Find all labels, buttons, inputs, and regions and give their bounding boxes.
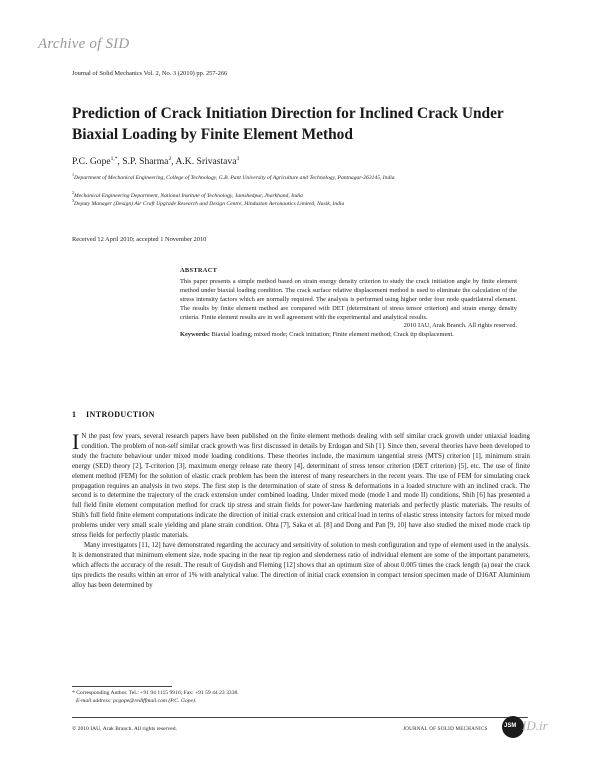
intro-paragraph-1-text: N the past few years, several research papers have been published on the finite element methods dealing with self similar crack growth under uniaxial loading condition. The problem of non-self similar crack growth was first discussed in details by Erdogan and Sih [1]. Since then, several theories have been developed to study the fracture behaviour under mixed mode loading conditions. These theories include, the maximum tangential stress (MTS) criterion [1], minimum strain energy (SED) theory [2], T-criterion [3], maximum energy release rate theory [4], determinant of stress tensor criterion (DET criterion) [5], etc. The use of finite element method (FEM) for the solution of elastic crack problem has been the interest of many researchers in the recent years. The use of FEM for simulating crack propagation requires an analysis in two steps. The first step is the determination of state of stress & deformations in a loaded structure with an inclined crack. The second is to determine the trajectory of the crack extension under combined loading. Under mixed mode (mode I and mode II) conditions, Shih [6] has presented a full field finite element computation method for crack tip stress and strain fields for power-law hardening materials and perfectly plastic materials. The results of Shih's full field finite element computations indicate the direction of initial crack extension and critical load in terms of elastic stress intensity factors for mixed mode problems under very small scale yielding and plane strain condition. Ohta [7], Saka et al. [8] and Dong and Pan [9, 10] have also studied the mixed mode crack tip stress fields for perfectly plastic materials.: [72, 433, 530, 540]
affiliation-text: Department of Mechanical Engineering, College of Technology, G.B. Pant University of Agriculture and Technology, Pantnagar-263145, India: [74, 174, 395, 181]
keywords: [180, 331, 517, 340]
author-mark: 2: [168, 156, 172, 162]
affiliation-text: Deputy Manager (Design) Air Craft Upgrade Research and Design Centre, Hindustan Aeronautics Limited, Nasik, India: [74, 200, 345, 207]
author-list: P.C. Gope$^{1,*}$, S.P. Sharma$^2$, A.K. Srivastava$^3$: [72, 156, 240, 168]
author-mark: 1,*: [110, 156, 118, 162]
received-date: Received 12 April 2010; accepted 1 November 2010: [72, 236, 207, 243]
affiliation-mark: 3: [72, 198, 74, 203]
abstract-block: [180, 267, 517, 340]
footer-copyright: © 2010 IAU, Arak Branch. All rights reserved.: [72, 726, 177, 732]
footer-journal-name: JOURNAL OF SOLID MECHANICS: [403, 727, 488, 732]
keywords-label: Keywords:: [180, 331, 210, 339]
intro-body: [72, 429, 530, 591]
author-name: P.C. Gope: [72, 156, 111, 168]
section-title: INTRODUCTION: [86, 410, 155, 419]
journal-logo-icon: [502, 716, 524, 738]
section-number: 1: [72, 410, 77, 419]
author-mark: 3: [236, 156, 240, 162]
footer-rule: [72, 717, 528, 718]
footnote: [72, 689, 239, 705]
sid-logo-text: ID.ir: [522, 718, 548, 733]
footnote-email: E-mail address: pcgope@rediffmail.com (P.C. Gope).: [76, 698, 197, 704]
affiliation-mark: 2: [72, 190, 74, 195]
paper-title: Prediction of Crack Initiation Direction for Inclined Crack Under Biaxial Loading by Finite Element Method: [72, 105, 504, 143]
affiliation-mark: 1: [72, 172, 74, 177]
section-heading: [72, 410, 155, 419]
abstract-text: This paper presents a simple method based on strain energy density criterion to study the crack initiation angle by finite element method under biaxial loading condition. The crack surface relative displacement method is used to eliminate the calculation of the stress intensity factors which are normally required. The analysis is performed using higher order four node quadrilateral element. The results by finite element method are compared with DET (determinant of stress tensor criterion) and strain energy density criteria. Finite element results are in well agreement with the experimental and analytical results.: [180, 277, 517, 321]
author-name: S.P. Sharma: [122, 156, 169, 168]
journal-reference: Journal of Solid Mechanics Vol. 2, No. 3 (2010) pp. 257-266: [72, 70, 228, 77]
abstract-heading: ABSTRACT: [180, 267, 218, 274]
keywords-text: Biaxial loading; mixed mode; Crack initiation; Finite element method; Crack tip displacement.: [211, 331, 454, 339]
intro-paragraph-2: Many investigators [11, 12] have demonstrated regarding the accuracy and sensitivity of solution to mesh configuration and type of element used in the analysis. It is demonstrated that minimum element size, node spacing in the near tip region and slenderness ratio of individual element are some of the important parameters, which affects the accuracy of the result. The result of Guydish and Fleming [12] shows that an optimum size of about 0.005 times the crack length (a) near the crack tips predicts the results within an error of 1% with analytical value. The direction of initial crack extension in compact tension specimen made of D16AT Aluminium alloy has been determined by: [72, 541, 530, 589]
intro-paragraph: [72, 429, 530, 541]
journal-logo-letters: JSM: [504, 723, 517, 729]
footnote-contact: * Corresponding Author. Tel.: +91 94 1115 9916; Fax: +91 59 44 23 3338.: [72, 690, 239, 696]
affiliation-text: Mechanical Engineering Department, National Institute of Technology, Jamshedpur, Jharkhand, India: [74, 192, 303, 199]
abstract-copyright: 2010 IAU, Arak Branch. All rights reserved.: [403, 322, 517, 330]
author-name: A.K. Srivastava: [175, 156, 237, 168]
affiliation: [72, 170, 542, 183]
watermark: Archive of SID: [38, 36, 130, 52]
drop-cap: I: [72, 429, 80, 454]
footnote-rule: [72, 686, 172, 687]
affiliation: [72, 196, 542, 209]
